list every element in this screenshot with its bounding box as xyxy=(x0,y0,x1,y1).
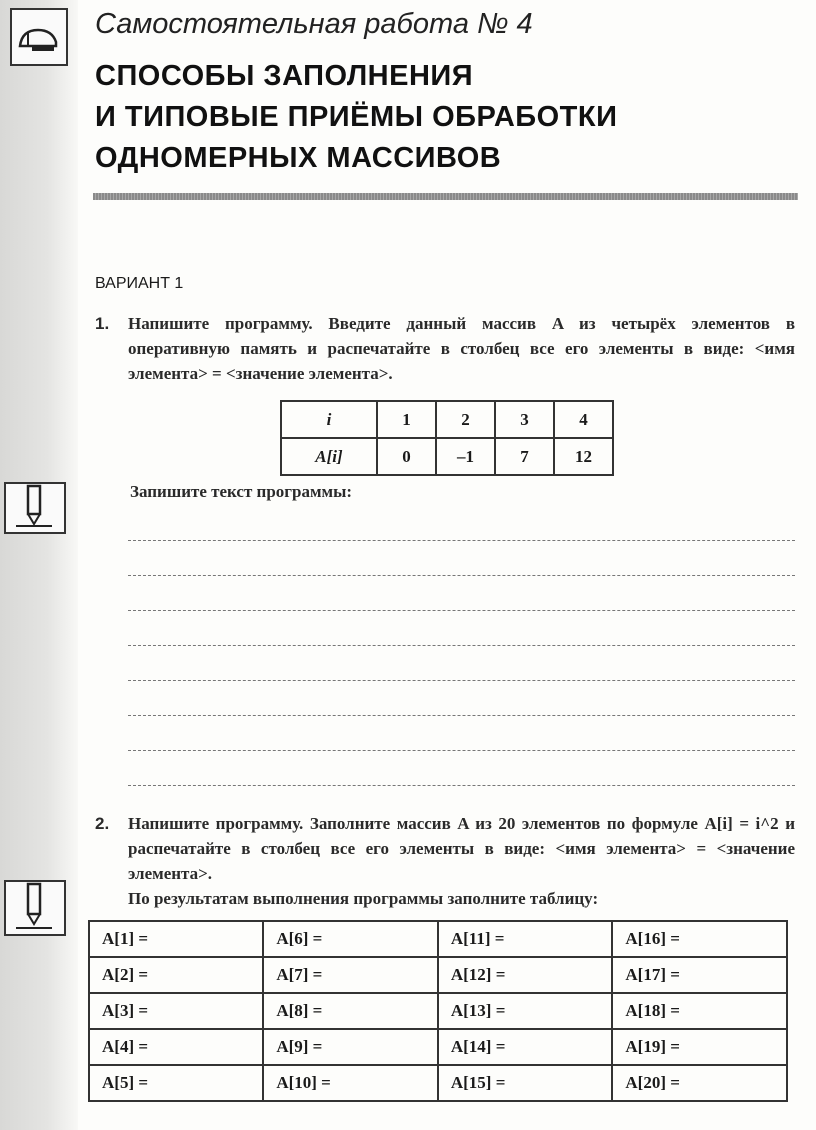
answer-line[interactable] xyxy=(128,575,795,576)
table-cell: –1 xyxy=(436,438,495,475)
title-line: И ТИПОВЫЕ ПРИЁМЫ ОБРАБОТКИ xyxy=(95,101,618,133)
table-cell: 3 xyxy=(495,401,554,438)
table-row xyxy=(89,993,787,1029)
task-text: Напишите программу. Заполните массив A из 20 элементов по формуле A[i] = i^2 и распечатайте в столбец все его элементы в виде: <имя элемента> = <значение элемента>. xyxy=(128,814,795,883)
answer-cell[interactable]: A[13] = xyxy=(438,993,613,1029)
task-2 xyxy=(95,811,795,911)
pencil-icon xyxy=(4,482,66,534)
answer-cell[interactable]: A[9] = xyxy=(263,1029,438,1065)
answer-cell[interactable]: A[19] = xyxy=(612,1029,787,1065)
task-1 xyxy=(95,311,795,386)
array-table xyxy=(280,400,614,476)
table-row xyxy=(281,438,613,475)
answer-cell[interactable]: A[6] = xyxy=(263,921,438,957)
answer-cell[interactable]: A[11] = xyxy=(438,921,613,957)
answer-line[interactable] xyxy=(128,645,795,646)
answer-cell[interactable]: A[20] = xyxy=(612,1065,787,1101)
page-margin-strip xyxy=(0,0,78,1130)
table-cell: A[i] xyxy=(281,438,377,475)
answer-cell[interactable]: A[8] = xyxy=(263,993,438,1029)
answer-cell[interactable]: A[17] = xyxy=(612,957,787,993)
answer-cell[interactable]: A[14] = xyxy=(438,1029,613,1065)
page-title xyxy=(95,56,617,179)
pencil-icon xyxy=(4,880,66,936)
answer-cell[interactable]: A[16] = xyxy=(612,921,787,957)
answer-cell[interactable]: A[5] = xyxy=(89,1065,263,1101)
table-row xyxy=(89,921,787,957)
work-label: Самостоятельная работа № 4 xyxy=(95,8,533,40)
table-cell: 4 xyxy=(554,401,613,438)
answer-cell[interactable]: A[18] = xyxy=(612,993,787,1029)
answer-cell[interactable]: A[1] = xyxy=(89,921,263,957)
table-row xyxy=(89,1065,787,1101)
answer-cell[interactable]: A[12] = xyxy=(438,957,613,993)
mouse-icon xyxy=(10,8,68,66)
table-cell: 0 xyxy=(377,438,436,475)
task-text: Напишите программу. Введите данный массив A из четырёх элементов в оперативную память и распечатайте в столбец все его элементы в виде: <имя элемента> = <значение элемента>. xyxy=(128,314,795,383)
table-cell: 2 xyxy=(436,401,495,438)
answer-line[interactable] xyxy=(128,750,795,751)
answer-cell[interactable]: A[2] = xyxy=(89,957,263,993)
table-row xyxy=(281,401,613,438)
answer-line[interactable] xyxy=(128,715,795,716)
title-line: ОДНОМЕРНЫХ МАССИВОВ xyxy=(95,142,502,174)
table-row xyxy=(89,957,787,993)
divider xyxy=(93,193,798,200)
program-prompt: Запишите текст программы: xyxy=(130,482,353,501)
table-cell: i xyxy=(281,401,377,438)
table-cell: 1 xyxy=(377,401,436,438)
answer-line[interactable] xyxy=(128,540,795,541)
task-number: 2. xyxy=(95,814,110,833)
table-cell: 12 xyxy=(554,438,613,475)
answer-cell[interactable]: A[15] = xyxy=(438,1065,613,1101)
answer-cell[interactable]: A[3] = xyxy=(89,993,263,1029)
answer-cell[interactable]: A[7] = xyxy=(263,957,438,993)
variant-label: ВАРИАНТ 1 xyxy=(95,275,184,292)
table-row xyxy=(89,1029,787,1065)
task-number: 1. xyxy=(95,314,110,333)
answer-line[interactable] xyxy=(128,680,795,681)
table-cell: 7 xyxy=(495,438,554,475)
answer-line[interactable] xyxy=(128,610,795,611)
task-text: По результатам выполнения программы заполните таблицу: xyxy=(128,889,599,908)
answer-cell[interactable]: A[4] = xyxy=(89,1029,263,1065)
results-table xyxy=(88,920,788,1102)
answer-cell[interactable]: A[10] = xyxy=(263,1065,438,1101)
title-line: СПОСОБЫ ЗАПОЛНЕНИЯ xyxy=(95,60,474,92)
answer-line[interactable] xyxy=(128,785,795,786)
